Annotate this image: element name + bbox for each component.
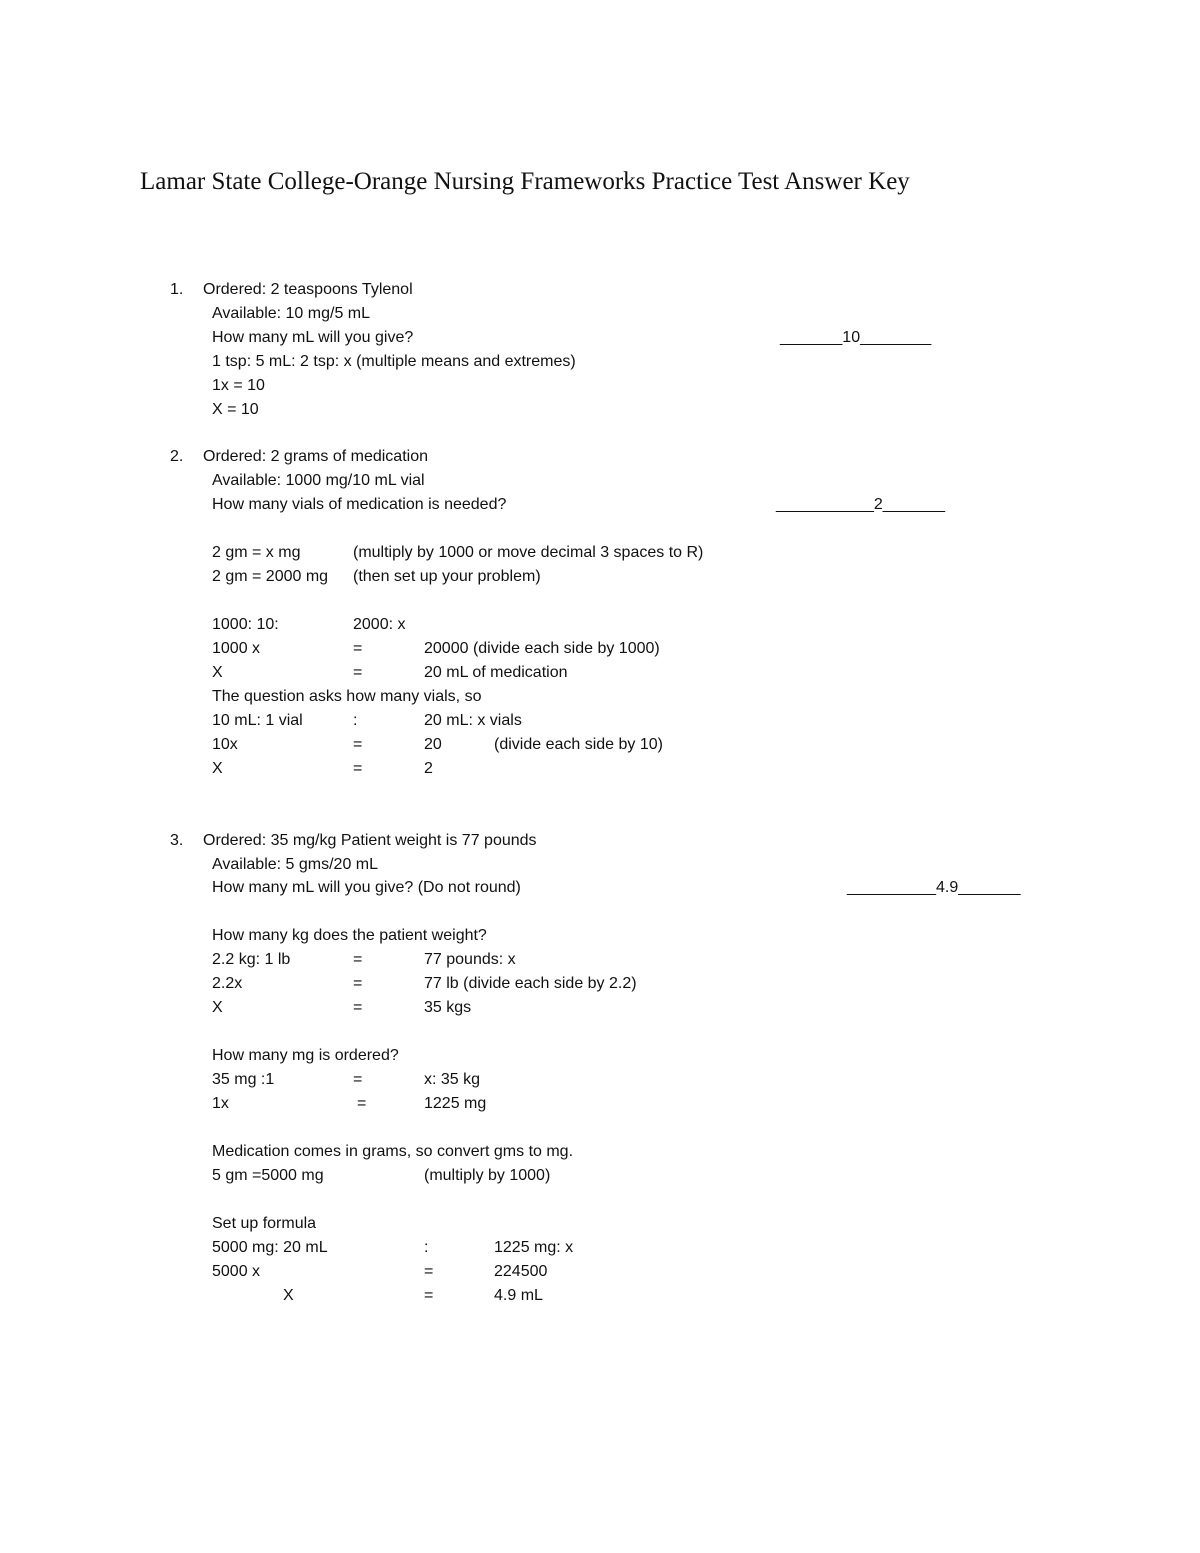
q3-available: Available: 5 gms/20 mL bbox=[212, 856, 379, 873]
q2-step-8-note: (divide each side by 10) bbox=[494, 736, 663, 753]
q2-step-8-op: = bbox=[353, 736, 363, 753]
q2-step-2-left: 2 gm = 2000 mg bbox=[212, 568, 329, 585]
q2-step-9-op: = bbox=[353, 760, 363, 777]
q2-step-9-left: X bbox=[212, 760, 223, 777]
q2-step-8-value: 20 bbox=[424, 736, 442, 753]
q3-question: How many mL will you give? (Do not round) bbox=[212, 879, 521, 896]
q3-formula-1-right: 1225 mg: x bbox=[494, 1239, 574, 1256]
q3-kg-2-right: 77 lb (divide each side by 2.2) bbox=[424, 975, 637, 992]
q2-step-6: The question asks how many vials, so bbox=[212, 688, 482, 705]
q2-step-3-left: 1000: 10: bbox=[212, 616, 279, 633]
q2-step-4-left: 1000 x bbox=[212, 640, 261, 657]
q2-step-1-left: 2 gm = x mg bbox=[212, 544, 301, 561]
q3-formula-2-right: 224500 bbox=[494, 1263, 548, 1280]
q1-answer: _______10________ bbox=[780, 329, 932, 346]
q3-kg-2-left: 2.2x bbox=[212, 975, 243, 992]
q3-mg-1-left: 35 mg :1 bbox=[212, 1071, 275, 1088]
q3-kg-1-right: 77 pounds: x bbox=[424, 951, 516, 968]
q3-formula-1-op: : bbox=[424, 1239, 429, 1256]
q2-step-7-left: 10 mL: 1 vial bbox=[212, 712, 303, 729]
q2-step-9-right: 2 bbox=[424, 760, 433, 777]
page-title: Lamar State College-Orange Nursing Frameworks Practice Test Answer Key bbox=[140, 168, 910, 195]
q2-step-4-right: 20000 (divide each side by 1000) bbox=[424, 640, 660, 657]
q2-answer: ___________2_______ bbox=[776, 496, 946, 513]
q2-step-5-right: 20 mL of medication bbox=[424, 664, 568, 681]
q2-question: How many vials of medication is needed? bbox=[212, 496, 507, 513]
q1-question: How many mL will you give? bbox=[212, 329, 414, 346]
q3-formula-2-left: 5000 x bbox=[212, 1263, 261, 1280]
q3-mg-1-op: = bbox=[353, 1071, 363, 1088]
q3-mg-2-right: 1225 mg bbox=[424, 1095, 487, 1112]
q3-heading-mg: How many mg is ordered? bbox=[212, 1047, 399, 1064]
q2-step-4-op: = bbox=[353, 640, 363, 657]
q3-formula-3-op: = bbox=[424, 1287, 434, 1304]
q1-number: 1. bbox=[170, 281, 184, 298]
q3-mg-2-op: = bbox=[357, 1095, 367, 1112]
q1-step-2: 1x = 10 bbox=[212, 377, 265, 394]
q2-step-5-op: = bbox=[353, 664, 363, 681]
q2-step-8-left: 10x bbox=[212, 736, 238, 753]
q3-convert-left: 5 gm =5000 mg bbox=[212, 1167, 324, 1184]
q2-step-3-right: 2000: x bbox=[353, 616, 406, 633]
q2-step-5-left: X bbox=[212, 664, 223, 681]
q3-heading-formula: Set up formula bbox=[212, 1215, 317, 1232]
q2-step-2-right: (then set up your problem) bbox=[353, 568, 541, 585]
q3-formula-2-op: = bbox=[424, 1263, 434, 1280]
q2-step-7-op: : bbox=[353, 712, 358, 729]
q1-step-1: 1 tsp: 5 mL: 2 tsp: x (multiple means and extremes) bbox=[212, 353, 576, 370]
q3-answer: __________4.9_______ bbox=[847, 879, 1021, 896]
q1-step-3: X = 10 bbox=[212, 401, 259, 418]
q3-kg-1-op: = bbox=[353, 951, 363, 968]
q2-step-1-right: (multiply by 1000 or move decimal 3 spaces to R) bbox=[353, 544, 704, 561]
q3-heading-kg: How many kg does the patient weight? bbox=[212, 927, 487, 944]
q3-number: 3. bbox=[170, 832, 184, 849]
q1-available: Available: 10 mg/5 mL bbox=[212, 305, 371, 322]
q2-step-7-right: 20 mL: x vials bbox=[424, 712, 522, 729]
q3-mg-1-right: x: 35 kg bbox=[424, 1071, 481, 1088]
q3-kg-3-left: X bbox=[212, 999, 223, 1016]
q3-heading-convert: Medication comes in grams, so convert gms to mg. bbox=[212, 1143, 574, 1160]
q3-formula-1-left: 5000 mg: 20 mL bbox=[212, 1239, 328, 1256]
q3-ordered: Ordered: 35 mg/kg Patient weight is 77 pounds bbox=[203, 832, 537, 849]
q3-formula-3-right: 4.9 mL bbox=[494, 1287, 543, 1304]
q3-formula-3-left: X bbox=[283, 1287, 294, 1304]
q2-available: Available: 1000 mg/10 mL vial bbox=[212, 472, 425, 489]
q3-mg-2-left: 1x bbox=[212, 1095, 229, 1112]
q3-convert-right: (multiply by 1000) bbox=[424, 1167, 551, 1184]
q3-kg-3-right: 35 kgs bbox=[424, 999, 472, 1016]
q2-ordered: Ordered: 2 grams of medication bbox=[203, 448, 428, 465]
q3-kg-3-op: = bbox=[353, 999, 363, 1016]
q3-kg-2-op: = bbox=[353, 975, 363, 992]
q2-number: 2. bbox=[170, 448, 184, 465]
q1-ordered: Ordered: 2 teaspoons Tylenol bbox=[203, 281, 413, 298]
q3-kg-1-left: 2.2 kg: 1 lb bbox=[212, 951, 291, 968]
